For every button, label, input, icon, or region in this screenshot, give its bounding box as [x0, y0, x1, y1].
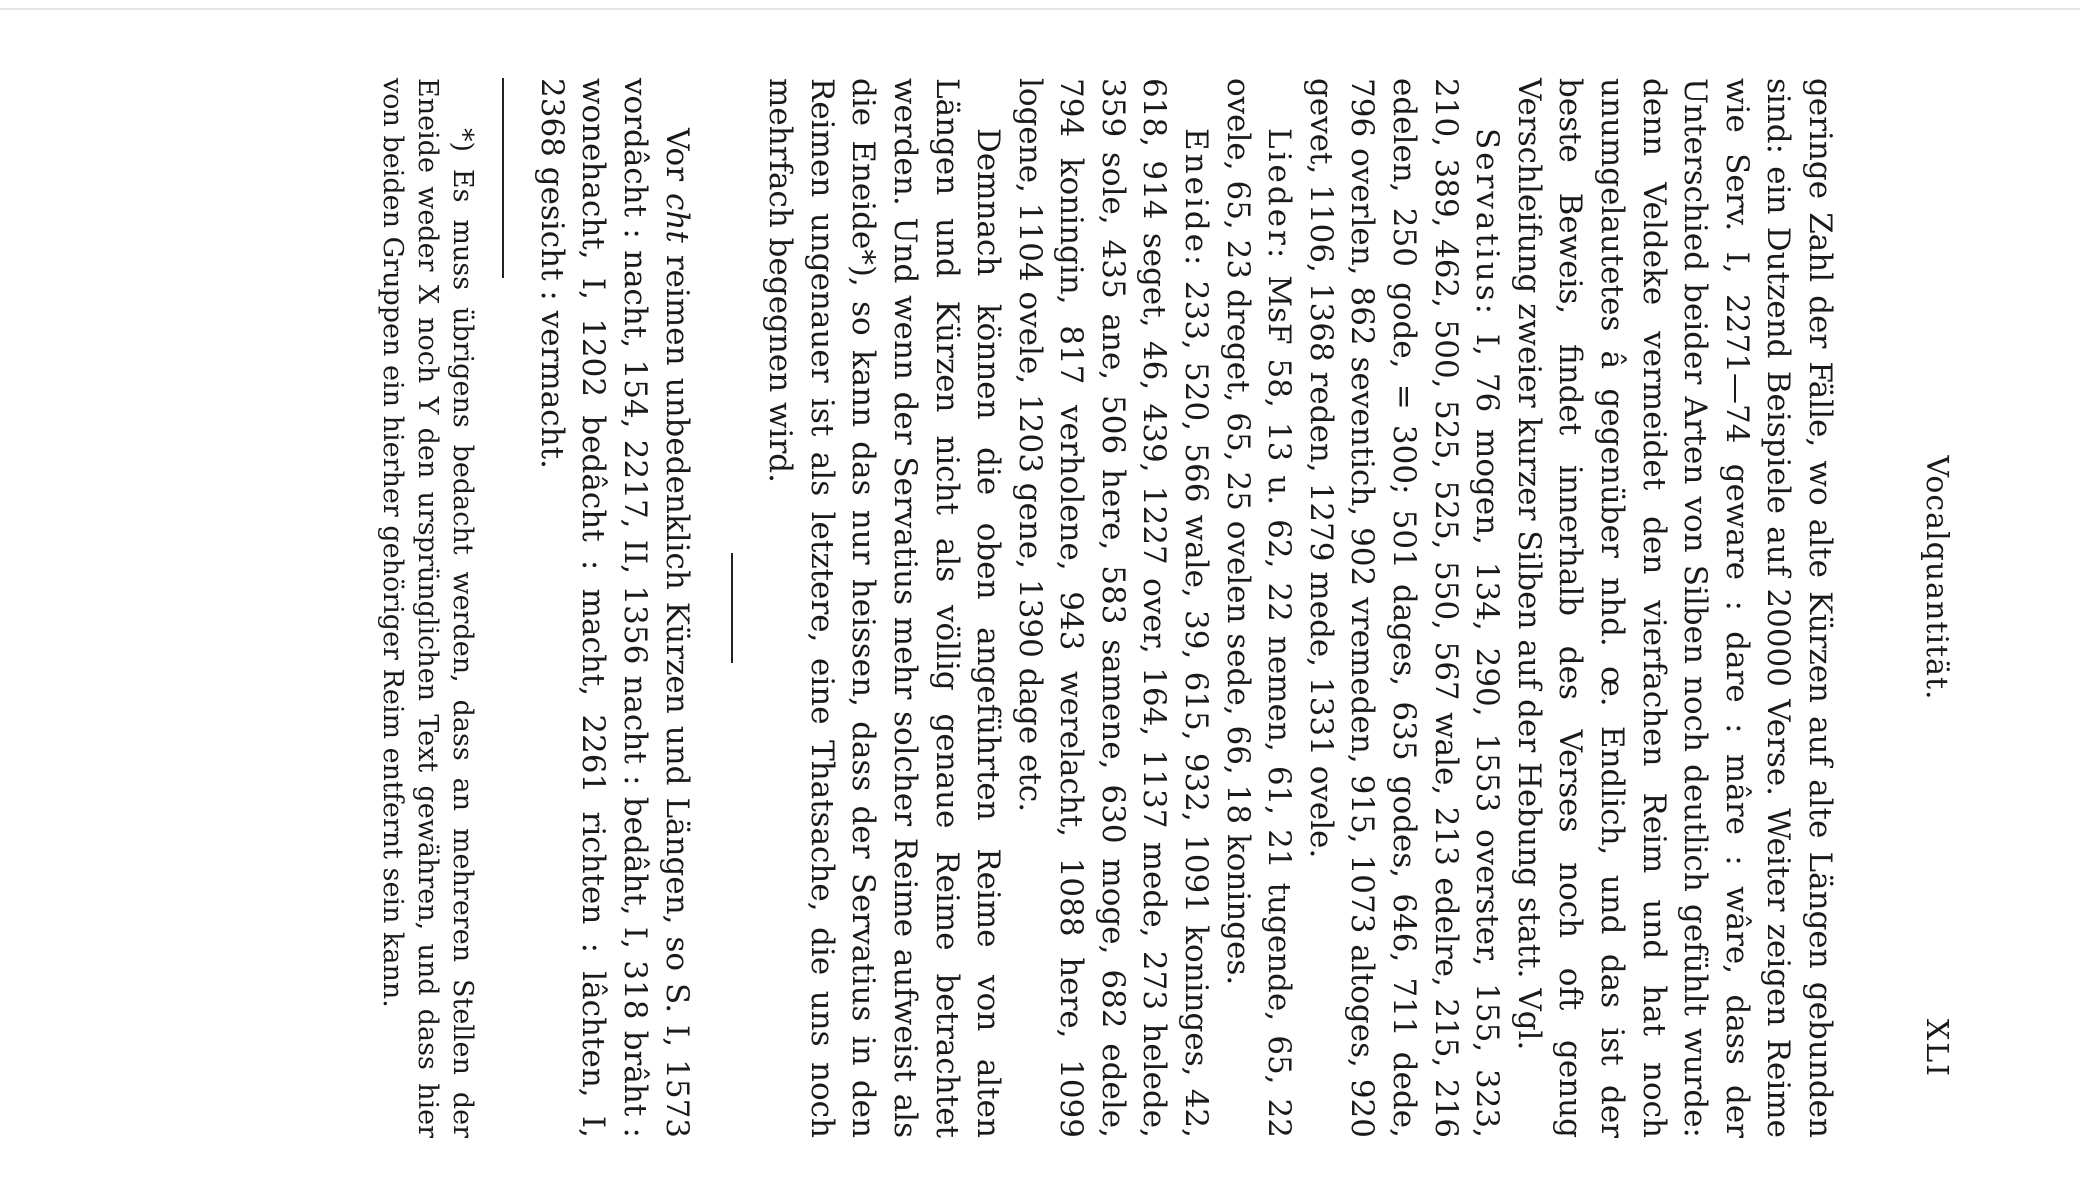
servatius-examples: I, 76 mogen, 134, 290, 1553 overster, 155, 323, 210, 389, 462, 500, 525, 525, 550, 567 wale, 213 edelre, 215, 216 edelen, 250 gode, = 300; 501 dages, 635 godes, 646, 711 dede, 796 overlen, 862 seventich, 902 vremeden, 915, 1073 altoges, 920 gevet, 1106, 1368 reden, 1279 mede, 1331 ovele. [1302, 78, 1506, 1138]
running-title: Vocalquantität. [1919, 455, 1954, 701]
book-page [120, 78, 1960, 1158]
paragraph-eneide [1008, 78, 1216, 1138]
eneide-label: Eneide: [1178, 128, 1215, 269]
body-text [375, 78, 1840, 1138]
paragraph-servatius [1299, 78, 1507, 1138]
cht-term: cht [658, 193, 695, 243]
paragraph-rhyme-evidence: geringe Zahl der Fälle, wo alte Kürzen auf alte Längen gebunden sind: ein Dutzend Beispiele auf 20000 Verse. Weiter zeigen Reime wie Serv. I, 2271—74 geware : dare : mâre : wâre, dass der Unterschied beider Arten von Silben noch deutlich gefühlt wurde: denn Veldeke vermeidet den vierfachen Reim und hat noch unumgelautetes â gegenüber nhd. œ. Endlich, und das ist der beste Beweis, findet innerhalb des Verses noch oft genug Verschleifung zweier kurzer Silben auf der Hebung statt. Vgl. [1510, 78, 1838, 1138]
lieder-examples: MsF 58, 13 u. 62, 22 nemen, 61, 21 tugende, 65, 22 ovele, 65, 23 dreget, 65, 25 ovelen sede, 66, 18 koninges. [1219, 78, 1298, 1139]
cht-examples: reimen unbedenklich Kürzen und Längen, so S. I, 1573 vordâcht : nacht, 154, 2217, II, 1356 nacht : bedâht, I, 318 brâht : wonehacht, I, 1202 bedâcht : macht, 2261 richten : lâchten, I, 2368 gesicht : vermacht. [533, 78, 695, 1139]
cht-lead: Vor [658, 128, 695, 182]
paragraph-conclusion: Demnach können die oben angeführten Reime von alten Längen und Kürzen nicht als völlig genaue Reime betrachtet werden. Und wenn der Servatius mehr solcher Reime aufweist als die Eneide*), so kann das nur heissen, dass der Servatius in den Reimen ungenauer ist als letztere, eine Thatsache, die uns noch mehrfach begegnen wird. [762, 78, 1007, 1138]
footnote: *) Es muss übrigens bedacht werden, dass an mehreren Stellen der Eneide weder X noch Y den ursprünglichen Text gewähren, und dass hier von beiden Gruppen ein hierher gehöriger Reim entfernt sein kann. [377, 78, 479, 1138]
eneide-examples: 233, 520, 566 wale, 39, 615, 932, 1091 koninges, 42, 618, 914 seget, 46, 439, 1227 over, 164, 1137 mede, 273 helede, 359 sole, 435 ane, 506 here, 583 samene, 630 moge, 682 edele, 794 koningin, 817 verholene, 943 werelacht, 1088 here, 1099 logene, 1104 ovele, 1203 gene, 1390 dage etc. [1011, 78, 1215, 1139]
paragraph-cht-rhymes [530, 78, 696, 1138]
footnote-divider [502, 78, 504, 278]
page-number: XLI [1919, 1018, 1954, 1078]
running-head [1900, 78, 1960, 1078]
paragraph-lieder [1216, 78, 1299, 1138]
section-divider [731, 553, 733, 663]
scan-edge-line [0, 8, 2080, 10]
lieder-label: Lieder: [1261, 128, 1298, 262]
servatius-label: Servatius: [1469, 128, 1506, 318]
